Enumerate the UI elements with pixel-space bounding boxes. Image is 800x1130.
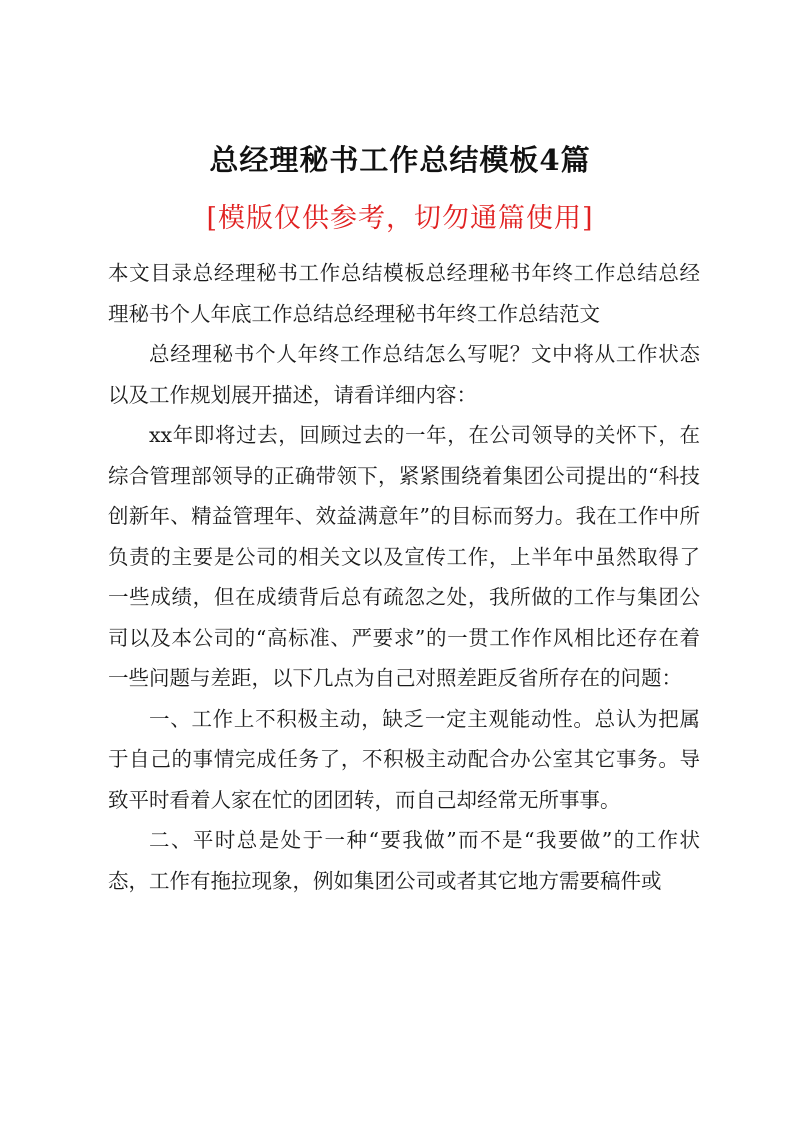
body-paragraph: xx年即将过去，回顾过去的一年，在公司领导的关怀下，在综合管理部领导的正确带领下，紧紧围绕着集团公司提出的“科技创新年、精益管理年、效益满意年”的目标而努力。我在工作中所负责的主要是公司的相关文以及宣传工作，上半年中虽然取得了一些成绩，但在成绩背后总有疏忽之处，我所做的工作与集团公司以及本公司的“高标准、严要求”的一贯工作作风相比还存在着一些问题与差距，以下几点为自己对照差距反省所存在的问题： bbox=[108, 423, 700, 690]
document-title: 总经理秘书工作总结模板4篇 bbox=[209, 143, 591, 177]
body-paragraph: 二、平时总是处于一种“要我做”而不是“我要做”的工作状态，工作有拖拉现象，例如集团公司或者其它地方需要稿件或 bbox=[108, 828, 700, 893]
document-subtitle: [模版仅供参考，切勿通篇使用] bbox=[206, 203, 594, 234]
intro-paragraph: 总经理秘书个人年终工作总结怎么写呢？文中将从工作状态以及工作规划展开描述，请看详细内容： bbox=[108, 342, 700, 407]
table-of-contents-paragraph: 本文目录总经理秘书工作总结模板总经理秘书年终工作总结总经理秘书个人年底工作总结总经理秘书年终工作总结范文 bbox=[108, 261, 700, 326]
body-paragraph: 一、工作上不积极主动，缺乏一定主观能动性。总认为把属于自己的事情完成任务了，不积极主动配合办公室其它事务。导致平时看着人家在忙的团团转，而自己却经常无所事事。 bbox=[108, 706, 700, 812]
document-body bbox=[108, 253, 700, 901]
